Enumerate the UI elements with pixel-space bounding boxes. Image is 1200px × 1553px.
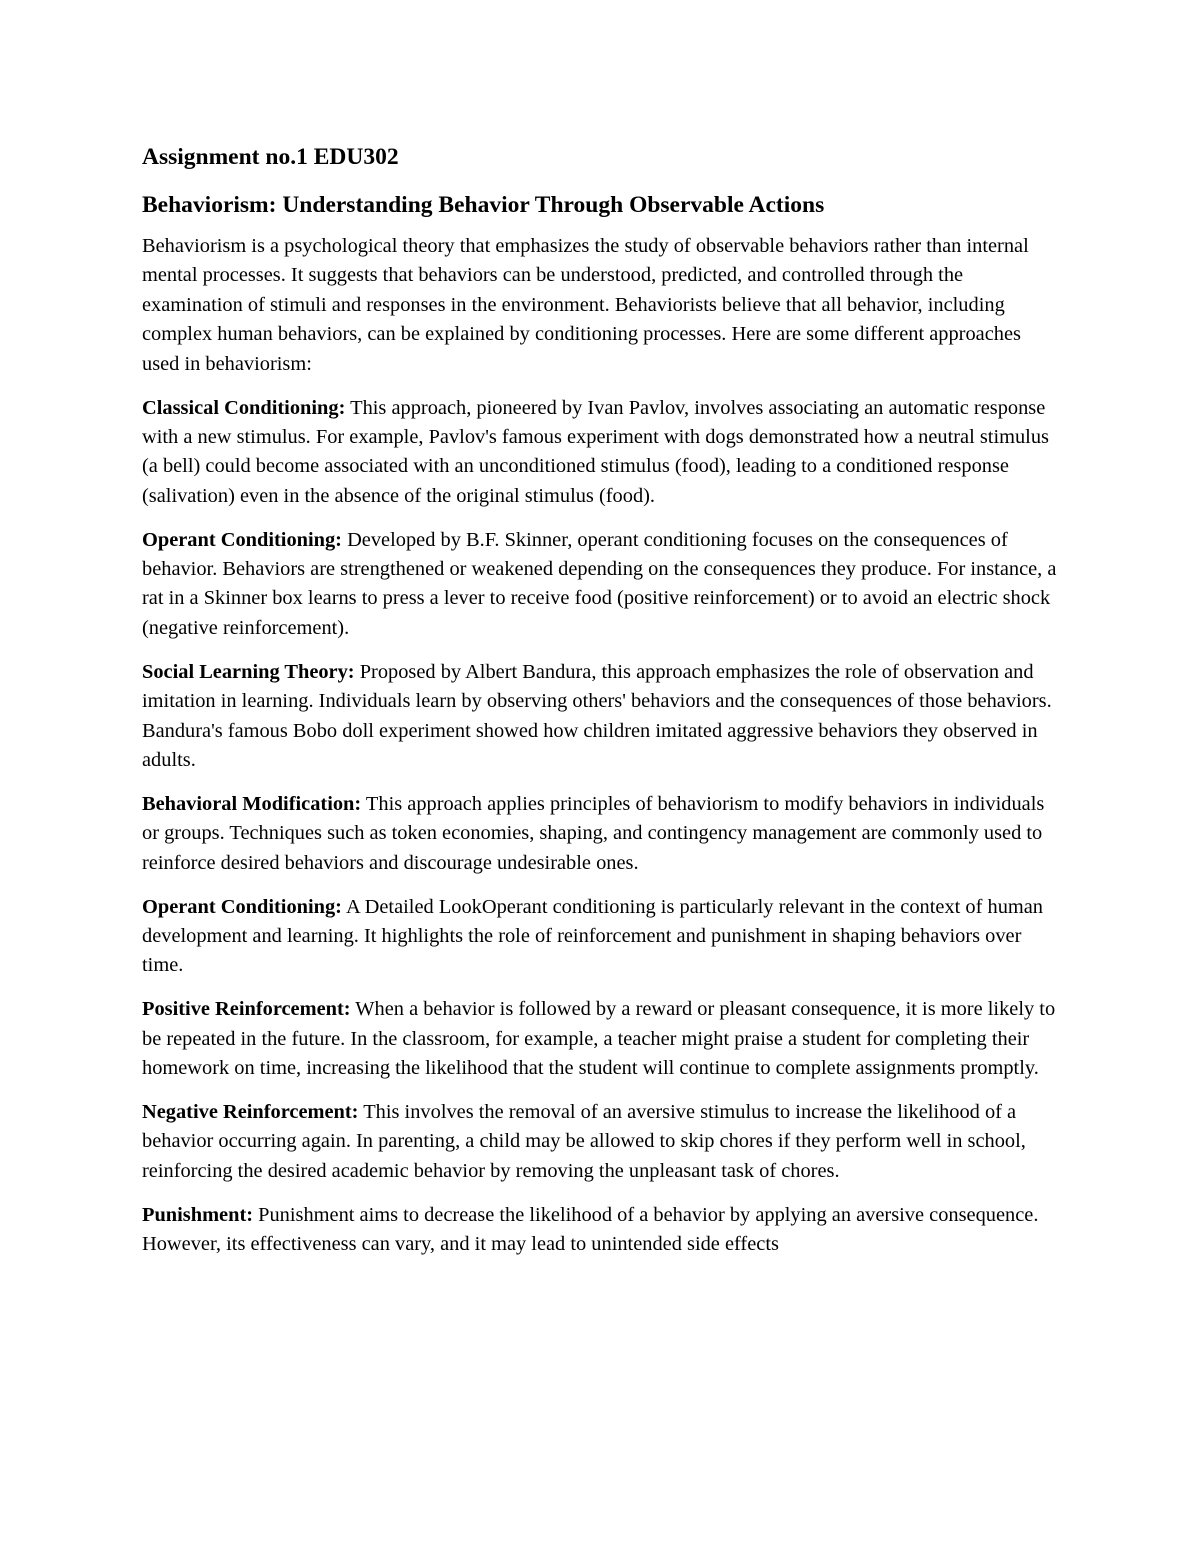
section-text: Punishment aims to decrease the likelihood of a behavior by applying an aversive consequence. However, its effectiveness can vary, and it may lead to unintended side effects — [142, 1203, 1039, 1256]
section-term: Behavioral Modification: — [142, 792, 362, 815]
section-term: Negative Reinforcement: — [142, 1101, 359, 1124]
section-text: Developed by B.F. Skinner, operant conditioning focuses on the consequences of behavior. Behaviors are strengthened or weakened depending on the consequences they produce. For instance, a rat in a Skinner box learns to press a lever to receive food (positive reinforcement) or to avoid an electric shock (negative reinforcement). — [142, 528, 1057, 639]
section-negative-reinforcement — [142, 1098, 1062, 1186]
section-term: Positive Reinforcement: — [142, 998, 351, 1021]
intro-paragraph: Behaviorism is a psychological theory that emphasizes the study of observable behaviors rather than internal mental processes. It suggests that behaviors can be understood, predicted, and controlled through the examination of stimuli and responses in the environment. Behaviorists believe that all behavior, including complex human behaviors, can be explained by conditioning processes. Here are some different approaches used in behaviorism: — [142, 235, 1029, 375]
section-behavioral-modification — [142, 790, 1062, 878]
section-text: This approach applies principles of behaviorism to modify behaviors in individuals or groups. Techniques such as token economies, shaping, and contingency management are commonly used to reinforce desired behaviors and discourage undesirable ones. — [142, 792, 1045, 874]
section-term: Punishment: — [142, 1203, 254, 1226]
section-term: Operant Conditioning: — [142, 528, 342, 551]
section-operant-conditioning — [142, 526, 1062, 644]
section-term: Classical Conditioning: — [142, 396, 346, 419]
section-text: Proposed by Albert Bandura, this approach emphasizes the role of observation and imitation in learning. Individuals learn by observing others' behaviors and the consequences of those behaviors. Bandura's famous Bobo doll experiment showed how children imitated aggressive behaviors they observed in adults. — [142, 660, 1052, 771]
section-operant-conditioning-detailed — [142, 893, 1062, 981]
section-positive-reinforcement — [142, 995, 1062, 1083]
section-text: When a behavior is followed by a reward or pleasant consequence, it is more likely to be repeated in the future. In the classroom, for example, a teacher might praise a student for completing their homework on time, increasing the likelihood that the student will continue to complete assignments promptly. — [142, 998, 1056, 1080]
section-term: Social Learning Theory: — [142, 660, 355, 683]
section-text: A Detailed LookOperant conditioning is particularly relevant in the context of human development and learning. It highlights the role of reinforcement and punishment in shaping behaviors over time. — [142, 895, 1044, 977]
document-heading: Behaviorism: Understanding Behavior Through Observable Actions — [142, 192, 825, 218]
section-text: This approach, pioneered by Ivan Pavlov, involves associating an automatic response with a new stimulus. For example, Pavlov's famous experiment with dogs demonstrated how a neutral stimulus (a bell) could become associated with an unconditioned stimulus (food), leading to a conditioned response (salivation) even in the absence of the original stimulus (food). — [142, 396, 1049, 507]
section-term: Operant Conditioning: — [142, 895, 342, 918]
section-text: This involves the removal of an aversive stimulus to increase the likelihood of a behavior occurring again. In parenting, a child may be allowed to skip chores if they perform well in school, reinforcing the desired academic behavior by removing the unpleasant task of chores. — [142, 1101, 1026, 1182]
section-punishment — [142, 1201, 1062, 1260]
section-classical-conditioning — [142, 394, 1062, 512]
section-social-learning-theory — [142, 658, 1062, 776]
document-page — [142, 140, 1062, 1274]
document-title: Assignment no.1 EDU302 — [142, 144, 399, 170]
